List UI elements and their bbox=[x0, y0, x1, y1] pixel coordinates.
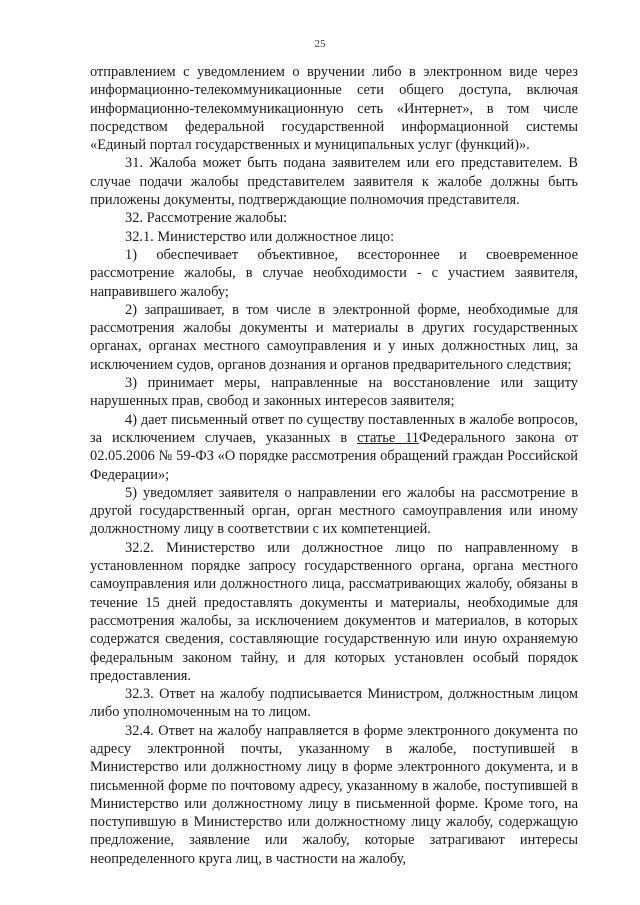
list-item-1: 1) обеспечивает объективное, всестороннее и своевременное рассмотрение жалобы, в случае необходимости - с участием заявителя, направившего жалобу; bbox=[90, 246, 578, 300]
list-item-4-text-before: 4) дает письменный ответ по существу поставленных в жалобе вопросов, за исключением случаев, указанных в bbox=[90, 411, 578, 446]
document-body bbox=[90, 63, 578, 868]
list-item-5: 5) уведомляет заявителя о направлении его жалобы на рассмотрение в другой государственный орган, орган местного самоуправления или иному должностному лицу в соответствии с их компетенцией. bbox=[90, 484, 578, 538]
paragraph-32-1: 32.1. Министерство или должностное лицо: bbox=[125, 228, 395, 245]
article-11-link[interactable]: статье 11 bbox=[357, 429, 419, 446]
list-item-2: 2) запрашивает, в том числе в электронной форме, необходимые для рассмотрения жалобы документы и материалы в других государственных органах, органах местного самоуправления и у иных должностных лиц, за исключением судов, органов дознания и органов предварительного следствия; bbox=[90, 301, 578, 373]
list-item-4 bbox=[90, 411, 578, 484]
paragraph-31: 31. Жалоба может быть подана заявителем или его представителем. В случае подачи жалобы представителем заявителя к жалобе должны быть приложены документы, подтверждающие полномочия представителя. bbox=[90, 155, 578, 209]
list-item-4-text-after: Федерального закона от 02.05.2006 № 59-ФЗ «О порядке рассмотрения обращений граждан Российской Федерации»; bbox=[90, 429, 578, 483]
list-item-3: 3) принимает меры, направленные на восстановление или защиту нарушенных прав, свобод и законных интересов заявителя; bbox=[90, 375, 578, 410]
page-number: 25 bbox=[314, 38, 326, 50]
paragraph-32-2: 32.2. Министерство или должностное лицо по направленному в установленном порядке запросу государственного органа, органа местного самоуправления или должностного лица, рассматривающих жалобу, обязаны в течение 15 дней предоставлять документы и материалы, необходимые для рассмотрения жалобы, за исключением документов и материалов, в которых содержатся сведения, составляющие государственную или иную охраняемую федеральным законом тайну, и для которых установлен особый порядок предоставления. bbox=[90, 539, 578, 684]
paragraph-32-4: 32.4. Ответ на жалобу направляется в форме электронного документа по адресу электронной почты, указанному в жалобе, поступившей в Министерство или должностному лицу в форме электронного документа, и в письменной форме по почтовому адресу, указанному в жалобе, поступившей в Министерство или должностному лицу в письменной форме. Кроме того, на поступившую в Министерство или должностному лицу жалобу, содержащую предложение, заявление или жалобу, которые затрагивают интересы неопределенного круга лиц, в частности на жалобу, bbox=[90, 722, 578, 867]
paragraph-32-3: 32.3. Ответ на жалобу подписывается Министром, должностным лицом либо уполномоченным на то лицом. bbox=[90, 686, 578, 721]
paragraph-32: 32. Рассмотрение жалобы: bbox=[125, 210, 288, 227]
paragraph-delivery-methods: отправлением с уведомлением о вручении либо в электронном виде через информационно-телекоммуникационные сети общего доступа, включая информационно-телекоммуникационную сеть «Интернет», в том числе посредством федеральной государственной информационной системы «Единый портал государственных и муниципальных услуг (функций)». bbox=[90, 64, 578, 154]
